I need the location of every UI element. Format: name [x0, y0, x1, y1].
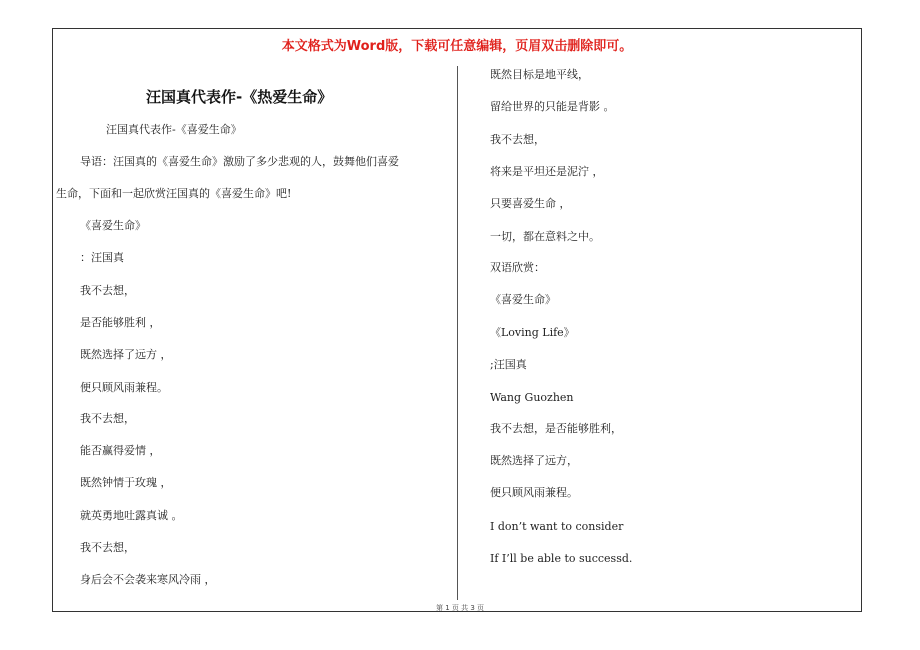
poem-line-english: I don’t want to consider — [490, 520, 624, 533]
poem-line: 既然钟情于玫瑰 ， — [80, 476, 172, 489]
poem-title: 《喜爱生命》 — [80, 219, 146, 232]
poem-line: 能否赢得爱情 ， — [80, 444, 161, 457]
poem-line-english: If I’ll be able to successd. — [490, 552, 633, 565]
poem-line: 留给世界的只能是背影 。 — [490, 100, 615, 113]
poem-line: 我不去想， — [80, 412, 135, 425]
intro-paragraph-line: 生命，下面和一起欣赏汪国真的《喜爱生命》吧! — [56, 187, 292, 200]
poem-author: ;汪国真 — [490, 358, 527, 371]
poem-line: 既然选择了远方 ， — [80, 348, 172, 361]
poem-line: 既然选择了远方， — [490, 454, 578, 467]
poem-line: 只要喜爱生命 ， — [490, 197, 571, 210]
poem-title: 《喜爱生命》 — [490, 293, 556, 306]
poem-line: 我不去想， — [490, 133, 545, 146]
poem-line: 我不去想， — [80, 284, 135, 297]
document-title: 汪国真代表作-《热爱生命》 — [146, 88, 333, 106]
poem-line: 我不去想， — [80, 541, 135, 554]
page-number: 第 1 页 共 3 页 — [435, 604, 485, 612]
poem-line: 既然目标是地平线， — [490, 68, 589, 81]
header-banner: 本文格式为Word版，下载可任意编辑，页眉双击删除即可。 — [281, 39, 633, 54]
poem-author-english: Wang Guozhen — [490, 391, 574, 404]
section-heading: 双语欣赏： — [490, 261, 545, 274]
poem-line: 就英勇地吐露真诚 。 — [80, 509, 183, 522]
poem-line: 便只顾风雨兼程。 — [80, 381, 168, 394]
intro-paragraph-line: 导语：汪国真的《喜爱生命》激励了多少悲观的人，鼓舞他们喜爱 — [80, 155, 399, 168]
column-divider — [457, 66, 458, 600]
subtitle-line: 汪国真代表作-《喜爱生命》 — [106, 123, 242, 136]
poem-line: 一切，都在意料之中。 — [490, 230, 600, 243]
poem-line: 将来是平坦还是泥泞 ， — [490, 165, 604, 178]
poem-line: 是否能够胜利 ， — [80, 316, 161, 329]
poem-author: ：汪国真 — [80, 251, 124, 264]
poem-line: 我不去想，是否能够胜利， — [490, 422, 622, 435]
poem-line: 身后会不会袭来寒风冷雨 ， — [80, 573, 216, 586]
poem-title-english: 《Loving Life》 — [490, 326, 575, 339]
poem-line: 便只顾风雨兼程。 — [490, 486, 578, 499]
